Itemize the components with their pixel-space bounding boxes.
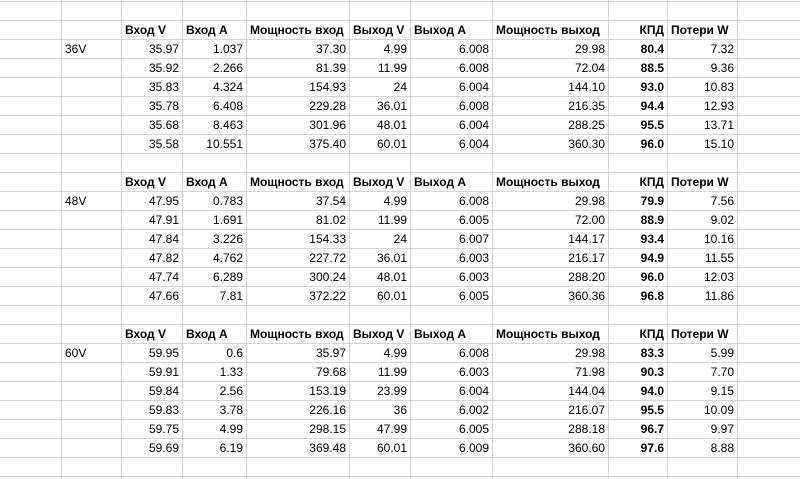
cell-power-out[interactable]: 71.98 [574,365,605,379]
cell-power-out[interactable]: 29.98 [574,42,605,56]
cell-losses[interactable]: 5.99 [710,346,734,360]
cell-output-a[interactable]: 6.004 [458,137,489,151]
cell-power-in[interactable]: 226.16 [309,403,346,417]
cell-losses[interactable]: 9.97 [710,422,734,436]
cell-output-a[interactable]: 6.005 [458,213,489,227]
cell-power-out[interactable]: 216.07 [568,403,605,417]
header-losses[interactable]: Потери W [671,175,729,189]
header-power-out[interactable]: Мощность выход [496,175,600,189]
cell-power-in[interactable]: 153.19 [309,384,346,398]
cell-output-a[interactable]: 6.008 [458,194,489,208]
cell-output-v[interactable]: 36.01 [376,251,407,265]
cell-input-v[interactable]: 47.91 [148,213,179,227]
block-voltage-label[interactable]: 48V [65,194,87,208]
cell-output-a[interactable]: 6.004 [458,80,489,94]
cell-power-in[interactable]: 37.30 [315,42,346,56]
cell-output-a[interactable]: 6.002 [458,403,489,417]
cell-efficiency[interactable]: 80.4 [640,42,664,56]
cell-input-v[interactable]: 35.78 [148,99,179,113]
cell-losses[interactable]: 9.15 [710,384,734,398]
cell-power-in[interactable]: 301.96 [309,118,346,132]
cell-output-v[interactable]: 48.01 [376,270,407,284]
cell-input-a[interactable]: 2.266 [212,61,243,75]
cell-output-v[interactable]: 36.01 [376,99,407,113]
cell-input-v[interactable]: 47.74 [148,270,179,284]
cell-output-a[interactable]: 6.008 [458,99,489,113]
cell-power-out[interactable]: 288.18 [568,422,605,436]
cell-efficiency[interactable]: 83.3 [640,346,664,360]
cell-input-v[interactable]: 47.82 [148,251,179,265]
cell-output-a[interactable]: 6.007 [458,232,489,246]
cell-output-a[interactable]: 6.003 [458,270,489,284]
cell-power-out[interactable]: 216.35 [568,99,605,113]
cell-power-in[interactable]: 227.72 [309,251,346,265]
cell-output-v[interactable]: 60.01 [376,289,407,303]
cell-input-v[interactable]: 59.95 [148,346,179,360]
cell-power-in[interactable]: 369.48 [309,441,346,455]
cell-input-v[interactable]: 47.66 [148,289,179,303]
cell-output-a[interactable]: 6.008 [458,61,489,75]
cell-output-v[interactable]: 4.99 [383,42,407,56]
cell-power-in[interactable]: 229.28 [309,99,346,113]
cell-output-a[interactable]: 6.008 [458,42,489,56]
cell-output-v[interactable]: 24 [393,80,407,94]
cell-power-out[interactable]: 288.20 [568,270,605,284]
cell-power-out[interactable]: 72.00 [574,213,605,227]
cell-input-a[interactable]: 4.99 [219,422,243,436]
cell-efficiency[interactable]: 95.5 [640,118,664,132]
cell-input-v[interactable]: 35.92 [148,61,179,75]
cell-input-a[interactable]: 7.81 [219,289,243,303]
cell-losses[interactable]: 11.86 [704,289,734,303]
cell-input-a[interactable]: 6.408 [212,99,243,113]
cell-input-a[interactable]: 3.226 [212,232,243,246]
cell-output-a[interactable]: 6.005 [458,422,489,436]
cell-losses[interactable]: 7.56 [710,194,734,208]
cell-power-out[interactable]: 29.98 [574,194,605,208]
header-efficiency[interactable]: КПД [639,23,664,37]
cell-input-a[interactable]: 6.289 [212,270,243,284]
cell-output-v[interactable]: 11.99 [377,213,407,227]
cell-power-out[interactable]: 144.17 [568,232,605,246]
cell-efficiency[interactable]: 95.5 [640,403,664,417]
cell-input-a[interactable]: 3.78 [219,403,243,417]
header-input-a[interactable]: Вход A [186,327,228,341]
cell-output-v[interactable]: 11.99 [377,61,407,75]
cell-power-in[interactable]: 35.97 [315,346,346,360]
cell-output-v[interactable]: 4.99 [383,194,407,208]
cell-losses[interactable]: 10.09 [703,403,734,417]
header-output-v[interactable]: Выход V [353,175,405,189]
cell-output-a[interactable]: 6.005 [458,289,489,303]
header-power-in[interactable]: Мощность вход [250,23,344,37]
cell-output-a[interactable]: 6.004 [458,384,489,398]
cell-output-v[interactable]: 11.99 [377,365,407,379]
cell-input-a[interactable]: 4.762 [212,251,243,265]
cell-power-in[interactable]: 154.33 [309,232,346,246]
cell-losses[interactable]: 12.93 [703,99,734,113]
cell-efficiency[interactable]: 97.6 [640,441,664,455]
cell-input-a[interactable]: 1.691 [212,213,243,227]
cell-power-out[interactable]: 360.30 [568,137,605,151]
header-input-v[interactable]: Вход V [125,175,167,189]
cell-input-v[interactable]: 35.97 [148,42,179,56]
cell-output-a[interactable]: 6.009 [458,441,489,455]
cell-losses[interactable]: 12.03 [703,270,734,284]
cell-output-v[interactable]: 48.01 [376,118,407,132]
cell-input-a[interactable]: 0.6 [226,346,243,360]
header-losses[interactable]: Потери W [671,327,729,341]
cell-efficiency[interactable]: 88.5 [640,61,664,75]
cell-losses[interactable]: 13.71 [703,118,734,132]
cell-power-in[interactable]: 298.15 [309,422,346,436]
cell-efficiency[interactable]: 94.4 [640,99,664,113]
header-output-v[interactable]: Выход V [353,327,405,341]
header-efficiency[interactable]: КПД [639,175,664,189]
cell-losses[interactable]: 15.10 [703,137,734,151]
block-voltage-label[interactable]: 36V [65,42,87,56]
cell-output-a[interactable]: 6.008 [458,346,489,360]
cell-efficiency[interactable]: 96.8 [640,289,664,303]
cell-power-out[interactable]: 72.04 [574,61,605,75]
cell-efficiency[interactable]: 94.0 [640,384,664,398]
cell-input-v[interactable]: 35.83 [148,80,179,94]
cell-input-v[interactable]: 35.68 [148,118,179,132]
cell-power-in[interactable]: 154.93 [309,80,346,94]
cell-efficiency[interactable]: 79.9 [640,194,664,208]
cell-losses[interactable]: 7.32 [710,42,734,56]
cell-power-in[interactable]: 300.24 [309,270,346,284]
cell-power-in[interactable]: 37.54 [315,194,346,208]
grid-row-line [0,1,800,2]
cell-power-out[interactable]: 288.25 [568,118,605,132]
cell-power-out[interactable]: 216.17 [568,251,605,265]
header-output-a[interactable]: Выход A [414,23,467,37]
cell-output-v[interactable]: 60.01 [376,441,407,455]
cell-input-a[interactable]: 8.463 [212,118,243,132]
cell-efficiency[interactable]: 96.0 [640,137,664,151]
cell-input-a[interactable]: 1.037 [212,42,243,56]
cell-input-a[interactable]: 6.19 [219,441,243,455]
header-output-v[interactable]: Выход V [353,23,405,37]
cell-output-a[interactable]: 6.004 [458,118,489,132]
cell-input-v[interactable]: 35.58 [148,137,179,151]
cell-power-out[interactable]: 29.98 [574,346,605,360]
cell-efficiency[interactable]: 94.9 [640,251,664,265]
cell-losses[interactable]: 11.55 [704,251,734,265]
cell-power-in[interactable]: 81.02 [315,213,346,227]
cell-input-a[interactable]: 1.33 [219,365,243,379]
header-losses[interactable]: Потери W [671,23,729,37]
cell-output-a[interactable]: 6.003 [458,365,489,379]
cell-efficiency[interactable]: 93.4 [640,232,664,246]
cell-losses[interactable]: 9.36 [710,61,734,75]
header-power-in[interactable]: Мощность вход [250,175,344,189]
cell-losses[interactable]: 8.88 [710,441,734,455]
header-power-out[interactable]: Мощность выход [496,327,600,341]
cell-input-a[interactable]: 4.324 [212,80,243,94]
header-input-v[interactable]: Вход V [125,23,167,37]
cell-losses[interactable]: 10.16 [703,232,734,246]
cell-efficiency[interactable]: 90.3 [640,365,664,379]
grid-column-line [61,0,62,479]
header-input-a[interactable]: Вход A [186,23,228,37]
cell-power-out[interactable]: 144.04 [568,384,605,398]
cell-output-v[interactable]: 36 [393,403,407,417]
cell-input-v[interactable]: 59.69 [148,441,179,455]
cell-output-a[interactable]: 6.003 [458,251,489,265]
cell-power-out[interactable]: 144.10 [568,80,605,94]
cell-power-in[interactable]: 79.68 [315,365,346,379]
cell-input-v[interactable]: 59.75 [148,422,179,436]
header-output-a[interactable]: Выход A [414,327,467,341]
cell-output-v[interactable]: 23.99 [376,384,407,398]
cell-input-v[interactable]: 59.83 [148,403,179,417]
cell-output-v[interactable]: 24 [393,232,407,246]
cell-efficiency[interactable]: 96.0 [640,270,664,284]
cell-power-out[interactable]: 360.36 [568,289,605,303]
cell-input-v[interactable]: 47.95 [148,194,179,208]
header-input-v[interactable]: Вход V [125,327,167,341]
header-power-in[interactable]: Мощность вход [250,327,344,341]
cell-output-v[interactable]: 4.99 [383,346,407,360]
cell-output-v[interactable]: 47.99 [376,422,407,436]
cell-losses[interactable]: 10.83 [703,80,734,94]
cell-power-out[interactable]: 360.60 [568,441,605,455]
cell-input-a[interactable]: 0.783 [212,194,243,208]
cell-input-v[interactable]: 59.91 [148,365,179,379]
cell-efficiency[interactable]: 88.9 [640,213,664,227]
header-efficiency[interactable]: КПД [639,327,664,341]
block-voltage-label[interactable]: 60V [65,346,87,360]
cell-input-a[interactable]: 2.56 [219,384,243,398]
cell-efficiency[interactable]: 96.7 [640,422,664,436]
cell-power-in[interactable]: 375.40 [309,137,346,151]
cell-efficiency[interactable]: 93.0 [640,80,664,94]
cell-input-a[interactable]: 10.551 [206,137,243,151]
cell-input-v[interactable]: 47.84 [148,232,179,246]
grid-row-line [0,476,800,477]
header-power-out[interactable]: Мощность выход [496,23,600,37]
cell-input-v[interactable]: 59.84 [148,384,179,398]
cell-losses[interactable]: 9.02 [710,213,734,227]
cell-power-in[interactable]: 372.22 [309,289,346,303]
header-input-a[interactable]: Вход A [186,175,228,189]
grid-column-line [737,0,738,479]
header-output-a[interactable]: Выход A [414,175,467,189]
cell-losses[interactable]: 7.70 [710,365,734,379]
cell-power-in[interactable]: 81.39 [315,61,346,75]
cell-output-v[interactable]: 60.01 [376,137,407,151]
